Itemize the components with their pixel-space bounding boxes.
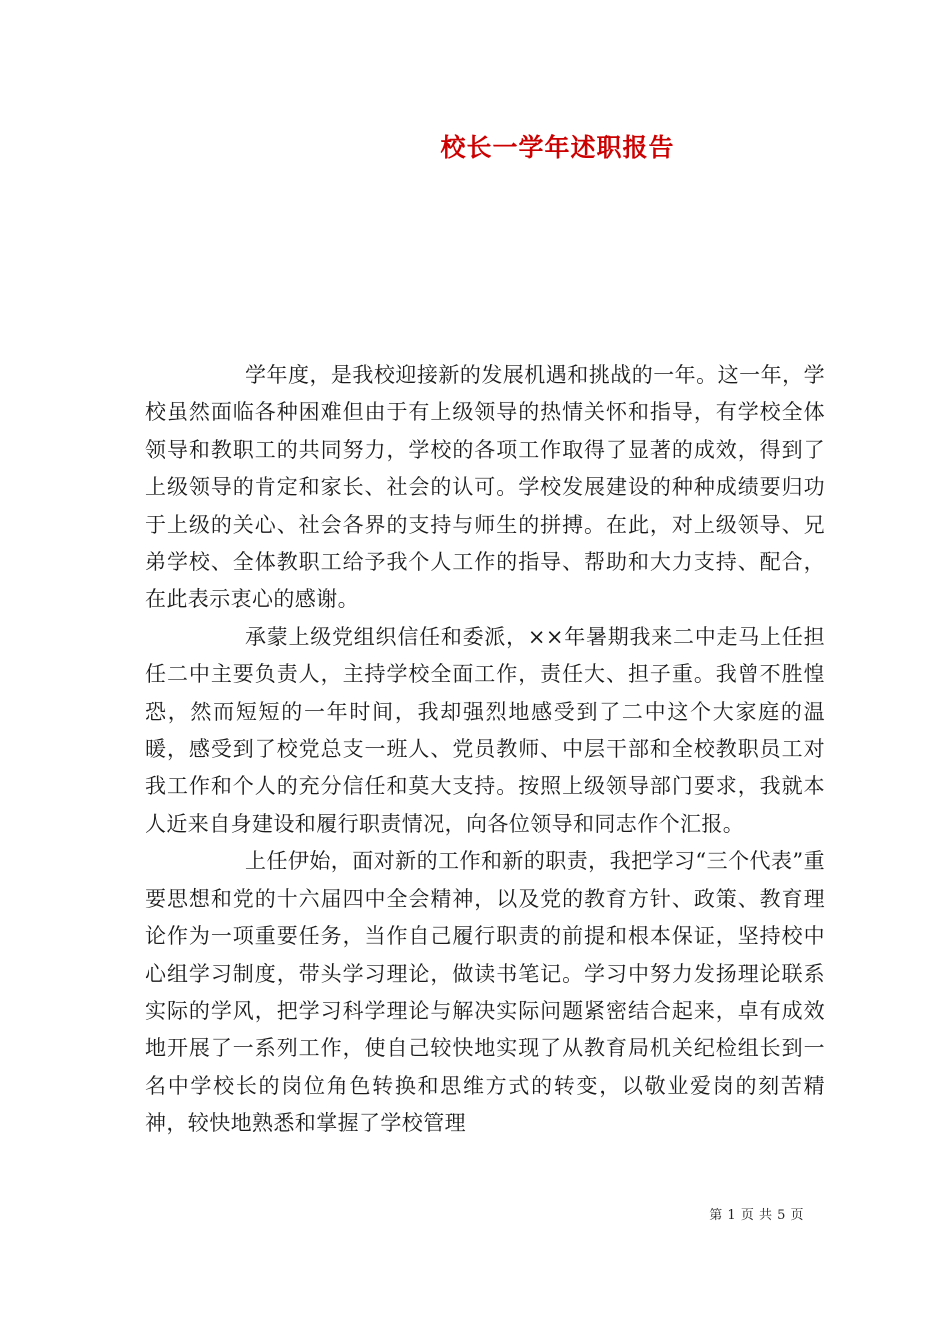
document-body: [145, 357, 825, 1143]
paragraph-3: 上任伊始，面对新的工作和新的职责，我把学习“三个代表”重要思想和党的十六届四中全会精神，以及党的教育方针、政策、教育理论作为一项重要任务，当作自己履行职责的前提和根本保证，坚持校中心组学习制度，带头学习理论，做读书笔记。学习中努力发扬理论联系实际的学风，把学习科学理论与解决实际问题紧密结合起来，卓有成效地开展了一系列工作，使自己较快地实现了从教育局机关纪检组长到一名中学校长的岗位角色转换和思维方式的转变，以敬业爱岗的刻苦精神，较快地熟悉和掌握了学校管理: [145, 849, 825, 1136]
page-number-footer: 第 1 页 共 5 页: [709, 1208, 804, 1223]
paragraph-1: 学年度，是我校迎接新的发展机遇和挑战的一年。这一年，学校虽然面临各种困难但由于有上级领导的热情关怀和指导，有学校全体领导和教职工的共同努力，学校的各项工作取得了显著的成效，得到了上级领导的肯定和家长、社会的认可。学校发展建设的种种成绩要归功于上级的关心、社会各界的支持与师生的拼搏。在此，对上级领导、兄弟学校、全体教职工给予我个人工作的指导、帮助和大力支持、配合，在此表示衷心的感谢。: [145, 363, 825, 612]
document-title: 校长一学年述职报告: [440, 133, 675, 162]
paragraph-2: 承蒙上级党组织信任和委派，××年暑期我来二中走马上任担任二中主要负责人，主持学校全面工作，责任大、担子重。我曾不胜惶恐，然而短短的一年时间，我却强烈地感受到了二中这个大家庭的温暖，感受到了校党总支一班人、党员教师、中层干部和全校教职员工对我工作和个人的充分信任和莫大支持。按照上级领导部门要求，我就本人近来自身建设和履行职责情况，向各位领导和同志作个汇报。: [145, 624, 825, 836]
